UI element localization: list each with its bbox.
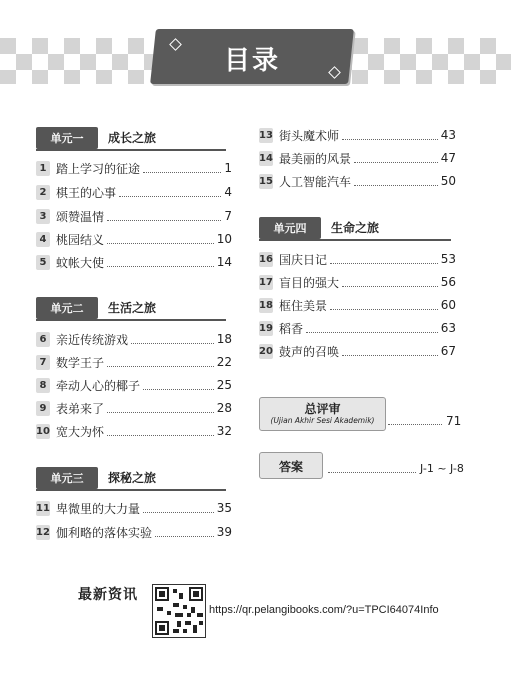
toc-row[interactable] — [259, 343, 456, 359]
toc-row[interactable] — [259, 320, 456, 336]
leader-dots — [143, 163, 221, 173]
page-number: 43 — [440, 128, 456, 142]
leader-dots — [342, 130, 438, 140]
leader-dots — [354, 153, 438, 163]
unit-name: 探秘之旅 — [108, 471, 157, 485]
page-number: 32 — [216, 424, 232, 438]
lesson-number: 3 — [36, 209, 50, 224]
toc-row[interactable] — [36, 208, 232, 224]
lesson-number: 6 — [36, 332, 50, 347]
lesson-title: 卑微里的大力量 — [56, 501, 141, 516]
assessment-tab[interactable] — [259, 397, 386, 431]
page-number: 14 — [216, 255, 232, 269]
page-number: 63 — [440, 321, 456, 335]
assessment-label: 总评审 — [304, 402, 341, 416]
leader-dots — [107, 403, 214, 413]
lesson-title: 棋王的心事 — [56, 185, 117, 200]
lesson-title: 最美丽的风景 — [279, 151, 352, 166]
lesson-title: 亲近传统游戏 — [56, 332, 129, 347]
leader-dots — [107, 357, 214, 367]
page-number: 50 — [440, 174, 456, 188]
toc-row[interactable] — [36, 423, 232, 439]
toc-row[interactable] — [36, 184, 232, 200]
unit-name: 成长之旅 — [108, 131, 157, 145]
toc-row[interactable] — [36, 231, 232, 247]
divider — [36, 319, 226, 321]
lesson-title: 桃园结义 — [56, 232, 105, 247]
lesson-number: 14 — [259, 152, 273, 164]
toc-row[interactable] — [36, 254, 232, 270]
lesson-title: 伽利略的落体实验 — [56, 525, 153, 540]
leader-dots — [330, 300, 438, 310]
toc-row[interactable] — [36, 160, 232, 176]
toc-row[interactable] — [36, 400, 232, 416]
toc-row[interactable] — [259, 251, 456, 267]
lesson-title: 人工智能汽车 — [279, 174, 352, 189]
assessment-subtitle: (Ujian Akhir Sesi Akademik) — [270, 416, 375, 425]
unit-tag: 单元一 — [36, 127, 98, 149]
lesson-title: 表弟来了 — [56, 401, 105, 416]
toc-row[interactable] — [259, 297, 456, 313]
leader-dots — [143, 380, 214, 390]
leader-dots — [342, 346, 438, 356]
page-number: 47 — [440, 151, 456, 165]
lesson-title: 街头魔术师 — [279, 128, 340, 143]
leader-dots — [107, 257, 214, 267]
leader-dots — [330, 254, 438, 264]
lesson-number: 5 — [36, 255, 50, 270]
unit-name: 生命之旅 — [331, 221, 380, 235]
lesson-title: 国庆日记 — [279, 252, 328, 267]
page-number: 60 — [440, 298, 456, 312]
answers-label: 答案 — [278, 460, 303, 474]
leader-dots — [119, 187, 221, 197]
lesson-title: 鼓声的召唤 — [279, 344, 340, 359]
leader-dots — [107, 234, 214, 244]
lesson-title: 数学王子 — [56, 355, 105, 370]
lesson-number: 13 — [259, 129, 273, 141]
toc-row[interactable] — [259, 173, 456, 189]
toc-row[interactable] — [36, 331, 232, 347]
qr-pattern — [153, 585, 205, 637]
lesson-number: 18 — [259, 299, 273, 311]
leader-dots — [342, 277, 438, 287]
qr-code-icon[interactable] — [152, 584, 206, 638]
toc-row[interactable] — [259, 150, 456, 166]
lesson-number: 1 — [36, 161, 50, 176]
toc-row[interactable] — [36, 377, 232, 393]
assessment-page: 71 — [446, 414, 462, 428]
page-number: 22 — [216, 355, 232, 369]
unit-header — [259, 217, 451, 239]
unit-tag: 单元三 — [36, 467, 98, 489]
lesson-number: 19 — [259, 322, 273, 334]
page-number: 1 — [224, 161, 232, 175]
page-number: 67 — [440, 344, 456, 358]
lesson-title: 框住美景 — [279, 298, 328, 313]
updates-label: 最新资讯 — [78, 587, 138, 603]
leader-dots — [155, 527, 214, 537]
lesson-number: 8 — [36, 378, 50, 393]
leader-dots — [328, 464, 416, 473]
page-number: 35 — [216, 501, 232, 515]
page-number: 18 — [216, 332, 232, 346]
answers-tab[interactable] — [259, 452, 323, 479]
update-link[interactable]: https://qr.pelangibooks.com/?u=TPCI64074Info — [209, 604, 439, 616]
lesson-title: 蚊帐大使 — [56, 255, 105, 270]
page-number: 53 — [440, 252, 456, 266]
divider — [259, 239, 451, 241]
lesson-title: 宽大为怀 — [56, 424, 105, 439]
lesson-title: 颂赞温情 — [56, 209, 105, 224]
lesson-number: 20 — [259, 345, 273, 357]
lesson-number: 4 — [36, 232, 50, 247]
toc-row[interactable] — [259, 127, 456, 143]
unit-header — [36, 127, 226, 149]
page-number: 10 — [216, 232, 232, 246]
lesson-title: 踏上学习的征途 — [56, 161, 141, 176]
leader-dots — [143, 503, 214, 513]
page-title: 目录 — [223, 45, 280, 76]
lesson-number: 7 — [36, 355, 50, 370]
page-number: 28 — [216, 401, 232, 415]
unit-name: 生活之旅 — [108, 301, 157, 315]
unit-header — [36, 297, 226, 319]
lesson-number: 17 — [259, 276, 273, 288]
unit-tag: 单元二 — [36, 297, 98, 319]
answers-page: J-1 ~ J-8 — [420, 462, 464, 475]
lesson-number: 15 — [259, 175, 273, 187]
lesson-number: 2 — [36, 185, 50, 200]
toc-row[interactable] — [36, 524, 232, 540]
leader-dots — [388, 416, 442, 425]
divider — [36, 149, 226, 151]
toc-row[interactable] — [259, 274, 456, 290]
lesson-title: 稻香 — [279, 321, 304, 336]
page-number: 7 — [224, 209, 232, 223]
lesson-number: 11 — [36, 502, 50, 514]
lesson-title: 盲目的强大 — [279, 275, 340, 290]
lesson-number: 10 — [36, 425, 50, 437]
lesson-number: 12 — [36, 526, 50, 538]
page-number: 4 — [224, 185, 232, 199]
toc-row[interactable] — [36, 354, 232, 370]
leader-dots — [354, 176, 438, 186]
leader-dots — [131, 334, 214, 344]
toc-row[interactable] — [36, 500, 232, 516]
page-number: 39 — [216, 525, 232, 539]
lesson-number: 9 — [36, 401, 50, 416]
lesson-number: 16 — [259, 253, 273, 265]
page-number: 56 — [440, 275, 456, 289]
leader-dots — [107, 426, 214, 436]
lesson-title: 牵动人心的椰子 — [56, 378, 141, 393]
leader-dots — [107, 211, 221, 221]
page-number: 25 — [216, 378, 232, 392]
divider — [36, 489, 226, 491]
leader-dots — [306, 323, 438, 333]
unit-tag: 单元四 — [259, 217, 321, 239]
unit-header — [36, 467, 226, 489]
